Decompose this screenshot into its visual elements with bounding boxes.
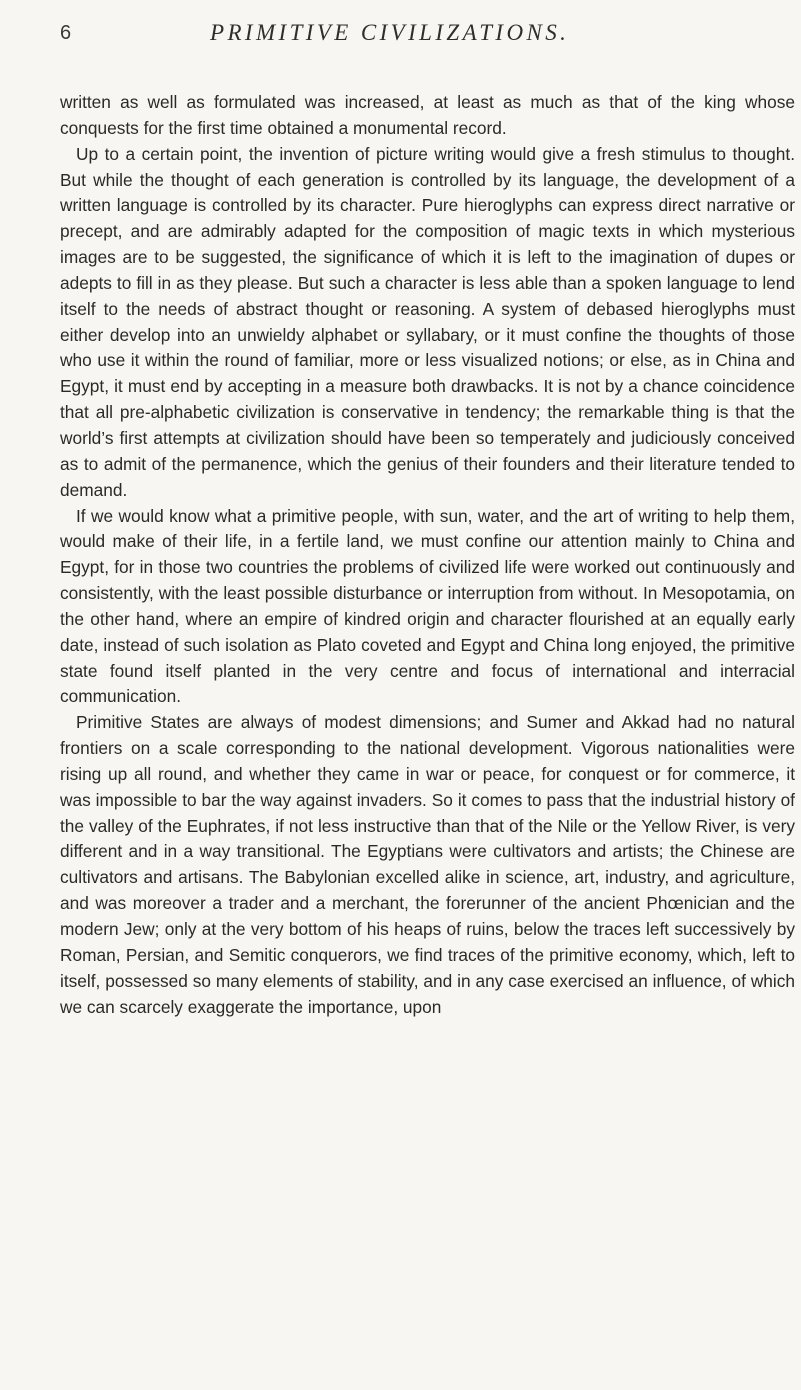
page-number: 6: [60, 22, 72, 44]
running-head: [60, 20, 795, 50]
running-title: PRIMITIVE CIVILIZATIONS.: [210, 20, 570, 45]
paragraph-continued: written as well as formulated was increased, at least as much as that of the king whose conquests for the first time obtained a monumental record.: [60, 92, 795, 138]
paragraph-picture-writing: Up to a certain point, the invention of picture writing would give a fresh stimulus to thought. But while the thought of each generation is controlled by its language, the development of a written language is controlled by its character. Pure hieroglyphs can express direct narrative or precept, and are admirably adapted for the composition of magic texts in which mysterious images are to be suggested, the significance of which it is left to the imagination of dupes or adepts to fill in as they please. But such a character is less able than a spoken language to lend itself to the needs of abstract thought or reasoning. A system of debased hieroglyphs must either develop into an unwieldy alphabet or syllabary, or it must confine the thoughts of those who use it within the round of familiar, more or less visualized notions; or else, as in China and Egypt, it must end by accepting in a measure both drawbacks. It is not by a chance coincidence that all pre-alphabetic civilization is conservative in tendency; the remarkable thing is that the world’s first attempts at civilization should have been so temperately and judiciously conceived as to admit of the permanence, which the genius of their founders and their literature tended to demand.: [60, 143, 795, 500]
body-text: [60, 90, 795, 1020]
paragraph-china-egypt: If we would know what a primitive people, with sun, water, and the art of writing to help them, would make of their life, in a fertile land, we must confine our attention mainly to China and Egypt, for in those two countries the problems of civilized life were worked out continuously and consistently, with the least possible disturbance or interruption from without. In Mesopotamia, on the other hand, where an empire of kindred origin and character flourished at an equally early date, instead of such isolation as Plato coveted and Egypt and China long enjoyed, the primitive state found itself planted in the very centre and focus of international and interracial communication.: [60, 505, 795, 707]
paragraph-primitive-states: Primitive States are always of modest dimensions; and Sumer and Akkad had no natural frontiers on a scale corresponding to the national development. Vigorous nationalities were rising up all round, and whether they came in war or peace, for conquest or for commerce, it was impossible to bar the way against invaders. So it comes to pass that the industrial history of the valley of the Euphrates, if not less instructive than that of the Nile or the Yellow River, is very different and in a way transitional. The Egyptians were cultivators and artists; the Chinese are cultivators and artisans. The Babylonian excelled alike in science, art, industry, and agriculture, and was moreover a trader and a merchant, the forerunner of the ancient Phœnician and the modern Jew; only at the very bottom of his heaps of ruins, below the traces left successively by Roman, Persian, and Semitic conquerors, we find traces of the primitive economy, which, left to itself, possessed so many elements of stability, and in any case exercised an influence, of which we can scarcely exaggerate the importance, upon: [60, 712, 795, 1017]
